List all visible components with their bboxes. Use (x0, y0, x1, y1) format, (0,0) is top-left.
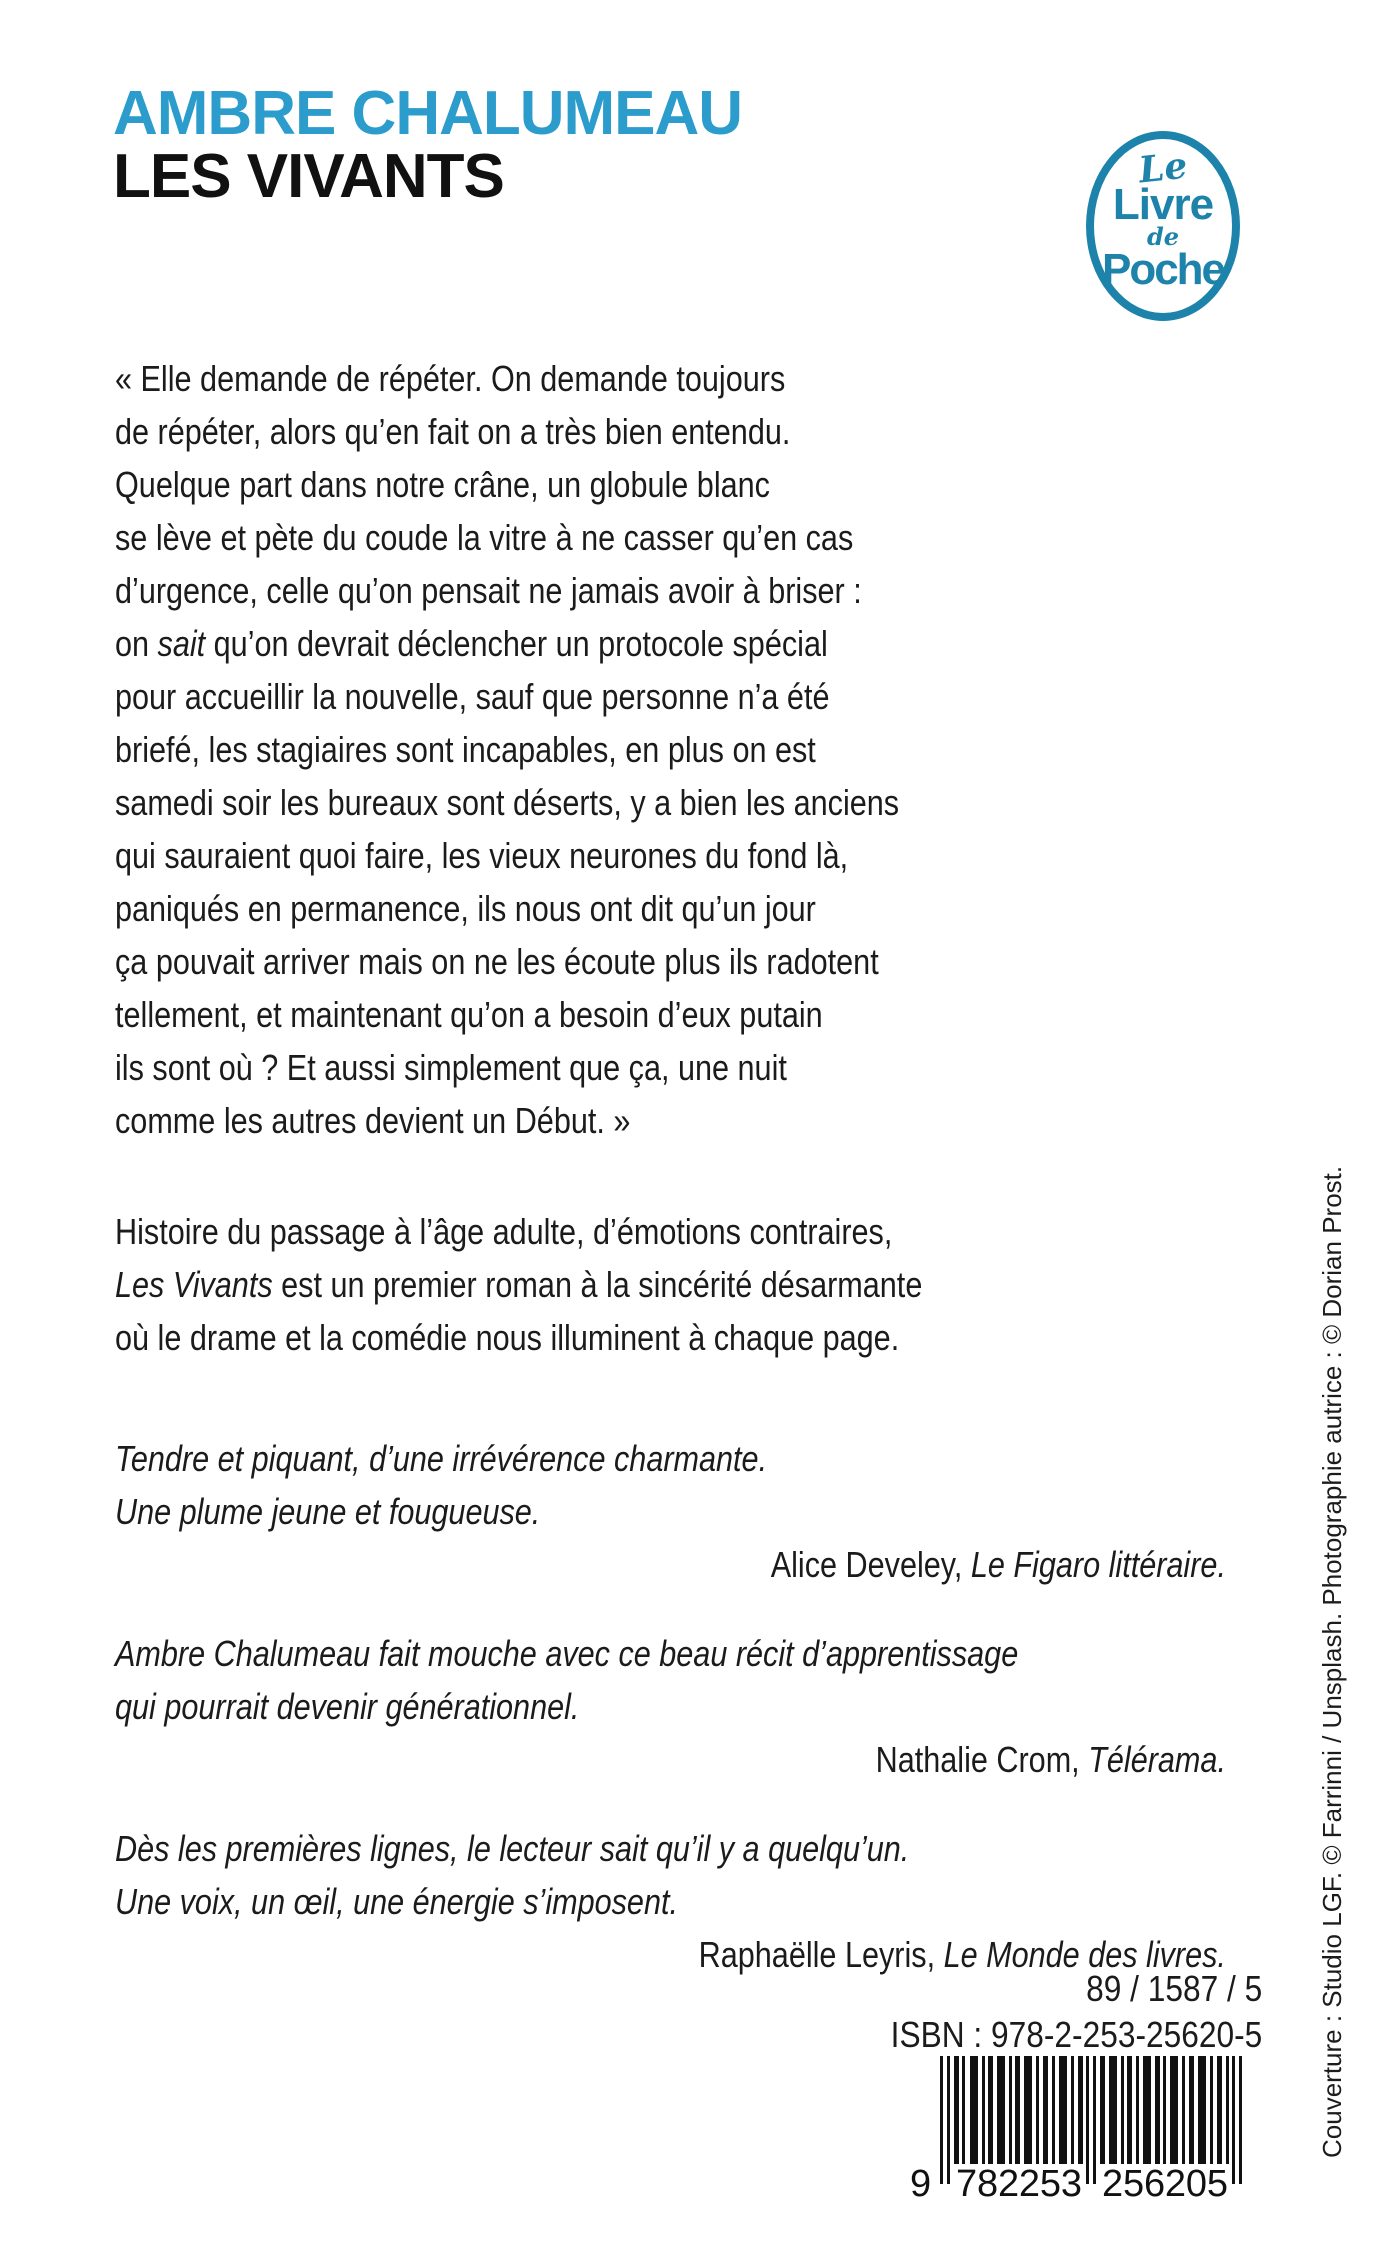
text-line: Quelque part dans notre crâne, un globule blanc (115, 464, 770, 505)
text-line: qui sauraient quoi faire, les vieux neurones du fond là, (115, 835, 849, 876)
logo-word-livre: Livre (1112, 180, 1214, 229)
text-line: où le drame et la comédie nous illuminent à chaque page. (115, 1317, 900, 1358)
text-line: Les Vivants est un premier roman à la sincérité désarmante (115, 1264, 923, 1305)
text-line: d’urgence, celle qu’on pensait ne jamais avoir à briser : (115, 570, 862, 611)
text-line: Tendre et piquant, d’une irrévérence charmante. (115, 1438, 768, 1479)
review-text (115, 1627, 1226, 1733)
text-line: tellement, et maintenant qu’on a besoin d’eux putain (115, 994, 823, 1035)
barcode-digits-right: 256205 (1102, 2163, 1228, 2201)
text-line: qui pourrait devenir générationnel. (115, 1686, 580, 1727)
text-line: se lève et pète du coude la vitre à ne casser qu’en cas (115, 517, 854, 558)
text-line: Une voix, un œil, une énergie s’imposent. (115, 1881, 678, 1922)
text-line: pour accueillir la nouvelle, sauf que personne n’a été (115, 676, 830, 717)
text-line: Dès les premières lignes, le lecteur sait qu’il y a quelqu’un. (115, 1828, 910, 1869)
publisher-logo (1086, 131, 1240, 321)
barcode (900, 2056, 1270, 2201)
logo-word-poche: Poche (1101, 245, 1225, 294)
text-line: samedi soir les bureaux sont déserts, y a bien les anciens (115, 782, 900, 823)
review-source: Le Monde des livres. (943, 1934, 1226, 1975)
logo-word-le: Le (1136, 144, 1190, 192)
review-attribution (115, 1538, 1226, 1591)
text-line: Ambre Chalumeau fait mouche avec ce beau récit d’apprentissage (115, 1633, 1019, 1674)
reviewer-name: Nathalie Crom, (875, 1739, 1089, 1780)
review-quote-telerama (115, 1627, 1226, 1786)
text-line: Histoire du passage à l’âge adulte, d’émotions contraires, (115, 1211, 893, 1252)
text-line: paniqués en permanence, ils nous ont dit qu’un jour (115, 888, 816, 929)
reviewer-name: Alice Develey, (770, 1544, 971, 1585)
main-quote (115, 352, 1226, 1147)
book-title: LES VIVANTS (113, 142, 504, 211)
text-line: briefé, les stagiaires sont incapables, en plus on est (115, 729, 816, 770)
edition-code: 89 / 1587 / 5 (1085, 1968, 1262, 2009)
text-line: ils sont où ? Et aussi simplement que ça, une nuit (115, 1047, 787, 1088)
logo-word-de: de (1146, 222, 1180, 251)
review-attribution (115, 1733, 1226, 1786)
text-line: de répéter, alors qu’en fait on a très bien entendu. (115, 411, 791, 452)
reviewer-name: Raphaëlle Leyris, (698, 1934, 944, 1975)
barcode-digits-left: 782253 (956, 2163, 1082, 2201)
author-name: AMBRE CHALUMEAU (113, 79, 743, 148)
text-line: comme les autres devient un Début. » (115, 1100, 631, 1141)
header (113, 79, 743, 211)
review-text (115, 1822, 1226, 1928)
isbn-number: ISBN : 978-2-253-25620-5 (890, 2014, 1262, 2055)
review-source: Le Figaro littéraire. (970, 1544, 1226, 1585)
text-line: on sait qu’on devrait déclencher un protocole spécial (115, 623, 828, 664)
cover-credit: Couverture : Studio LGF. © Farrinni / Unsplash. Photographie autrice : © Dorian Prost. (1317, 1165, 1347, 2158)
review-quote-figaro (115, 1432, 1226, 1591)
review-text (115, 1432, 1226, 1538)
barcode-digit-lead: 9 (910, 2163, 932, 2201)
text-line: Une plume jeune et fougueuse. (115, 1491, 541, 1532)
review-quote-le-monde (115, 1822, 1226, 1981)
footer-codes (890, 1966, 1262, 2058)
text-line: ça pouvait arriver mais on ne les écoute plus ils radotent (115, 941, 879, 982)
text-line: « Elle demande de répéter. On demande toujours (115, 358, 786, 399)
synopsis (115, 1205, 1226, 1364)
review-source: Télérama. (1088, 1739, 1226, 1780)
